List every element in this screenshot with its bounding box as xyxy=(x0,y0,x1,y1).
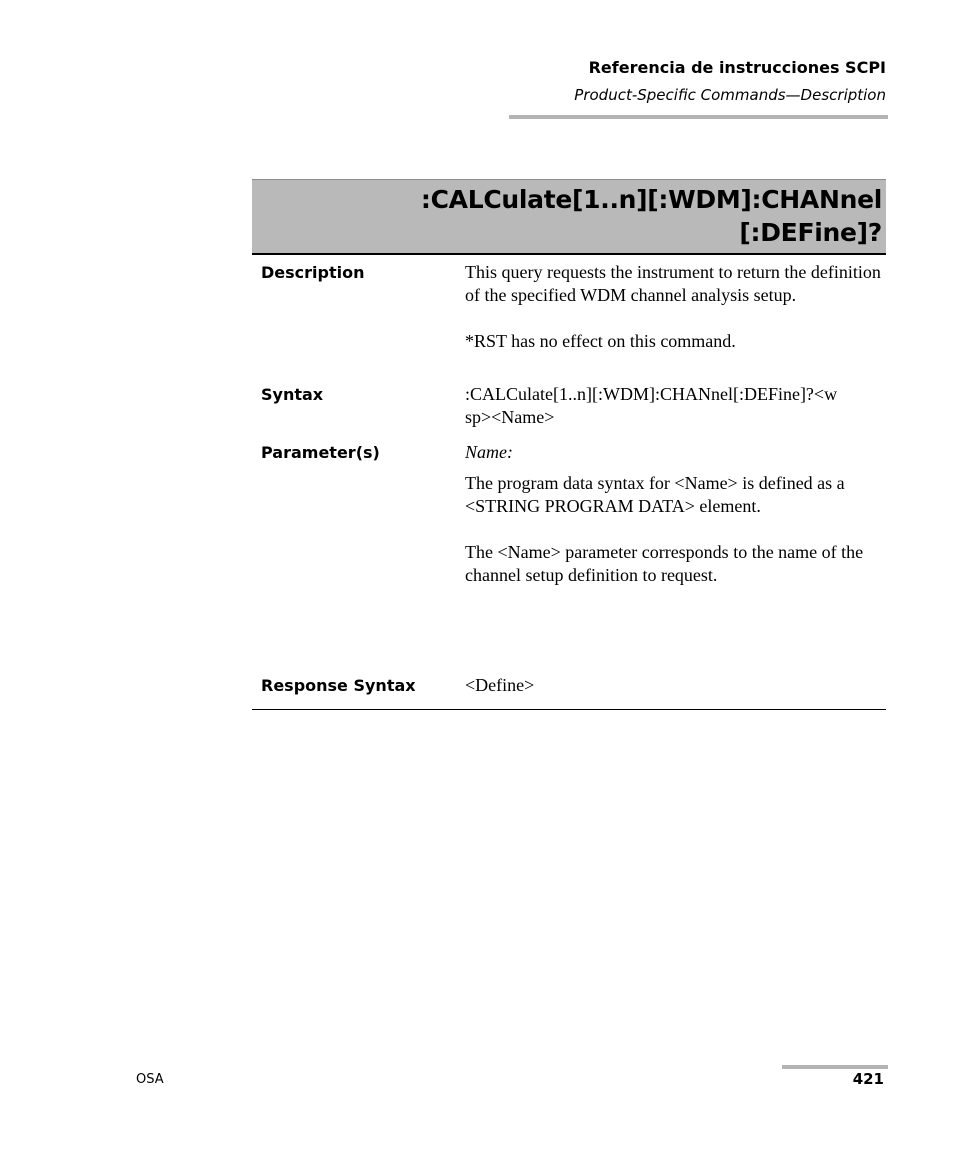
parameter-meaning-text: The <Name> parameter corresponds to the name of the channel setup definition to request. xyxy=(465,542,864,585)
syntax-line-2: sp><Name> xyxy=(465,407,555,427)
syntax-label: Syntax xyxy=(261,385,324,404)
syntax-content xyxy=(465,383,886,436)
header-subtitle: Product-Specific Commands—Description xyxy=(574,86,886,104)
parameters-label: Parameter(s) xyxy=(261,443,380,462)
footer-product: OSA xyxy=(136,1072,164,1087)
description-text: This query requests the instrument to return the definition of the specified WDM channel analysis setup. xyxy=(465,262,881,305)
response-syntax-row xyxy=(252,674,886,709)
parameters-content xyxy=(465,441,886,674)
syntax-line-1: :CALCulate[1..n][:WDM]:CHANnel[:DEFine]?<w xyxy=(465,384,838,404)
syntax-row xyxy=(252,378,886,436)
command-title-line1: :CALCulate[1..n][:WDM]:CHANnel xyxy=(420,185,882,214)
header-title: Referencia de instrucciones SCPI xyxy=(588,58,886,77)
parameter-name: Name: xyxy=(465,442,513,462)
running-header xyxy=(508,56,886,106)
command-title-banner xyxy=(252,179,886,255)
description-content xyxy=(465,261,886,378)
description-row xyxy=(252,256,886,378)
response-syntax-content: <Define> xyxy=(465,675,535,695)
description-label: Description xyxy=(261,263,365,282)
command-spec-table xyxy=(252,256,886,710)
rst-note: *RST has no effect on this command. xyxy=(465,331,736,351)
parameter-syntax-text: The program data syntax for <Name> is defined as a <STRING PROGRAM DATA> element. xyxy=(465,473,845,516)
page-number: 421 xyxy=(852,1070,884,1088)
parameters-row xyxy=(252,436,886,674)
header-rule xyxy=(509,115,888,119)
response-syntax-label: Response Syntax xyxy=(261,676,416,695)
command-title-line2: [:DEFine]? xyxy=(739,218,882,247)
